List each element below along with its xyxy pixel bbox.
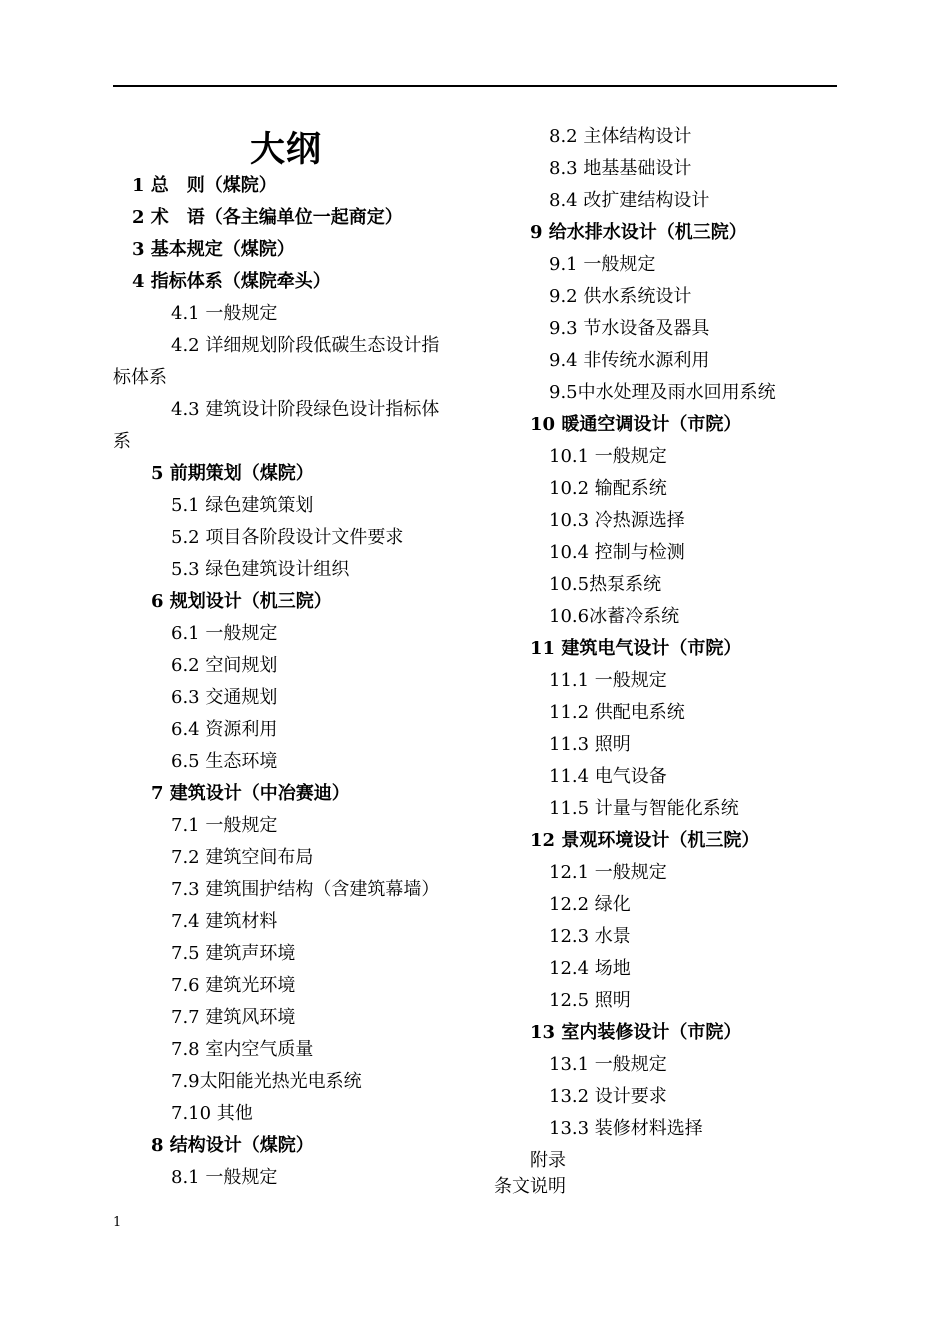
toc-entry: 7.1 一般规定 xyxy=(171,815,278,836)
toc-entry: 7.4 建筑材料 xyxy=(171,911,278,932)
toc-entry: 10.5热泵系统 xyxy=(549,574,662,595)
toc-entry: 7.3 建筑围护结构（含建筑幕墙） xyxy=(171,879,440,900)
header-rule xyxy=(113,85,837,87)
toc-entry: 4.1 一般规定 xyxy=(171,303,278,324)
toc-entry: 系 xyxy=(113,431,131,452)
toc-chapter-heading: 6 规划设计（机三院） xyxy=(151,591,332,612)
toc-chapter-heading: 9 给水排水设计（机三院） xyxy=(530,222,747,243)
toc-entry: 11.1 一般规定 xyxy=(549,670,667,691)
toc-entry: 8.1 一般规定 xyxy=(171,1167,278,1188)
toc-entry: 7.7 建筑风环境 xyxy=(171,1007,296,1028)
toc-entry: 4.2 详细规划阶段低碳生态设计指 xyxy=(171,335,440,356)
toc-entry: 7.10 其他 xyxy=(171,1103,253,1124)
toc-entry: 8.3 地基基础设计 xyxy=(549,158,692,179)
toc-chapter-heading: 11 建筑电气设计（市院） xyxy=(530,638,742,659)
page-number: 1 xyxy=(113,1215,122,1230)
toc-entry: 9.2 供水系统设计 xyxy=(549,286,692,307)
toc-entry: 9.4 非传统水源利用 xyxy=(549,350,710,371)
toc-chapter-heading: 8 结构设计（煤院） xyxy=(151,1135,314,1156)
toc-entry: 11.5 计量与智能化系统 xyxy=(549,798,739,819)
toc-chapter-heading: 3 基本规定（煤院） xyxy=(132,239,295,260)
toc-entry: 6.3 交通规划 xyxy=(171,687,278,708)
toc-chapter-heading: 4 指标体系（煤院牵头） xyxy=(132,271,331,292)
toc-entry: 4.3 建筑设计阶段绿色设计指标体 xyxy=(171,399,440,420)
toc-entry: 13.3 装修材料选择 xyxy=(549,1118,703,1139)
toc-entry: 12.4 场地 xyxy=(549,958,631,979)
toc-entry: 12.2 绿化 xyxy=(549,894,631,915)
toc-entry: 标体系 xyxy=(113,367,167,388)
toc-entry: 11.2 供配电系统 xyxy=(549,702,685,723)
toc-entry: 7.2 建筑空间布局 xyxy=(171,847,314,868)
toc-entry: 12.3 水景 xyxy=(549,926,631,947)
toc-entry: 5.1 绿色建筑策划 xyxy=(171,495,314,516)
toc-entry: 7.8 室内空气质量 xyxy=(171,1039,314,1060)
toc-entry: 附录 xyxy=(530,1150,566,1171)
toc-entry: 12.1 一般规定 xyxy=(549,862,667,883)
toc-entry: 10.4 控制与检测 xyxy=(549,542,685,563)
toc-entry: 13.1 一般规定 xyxy=(549,1054,667,1075)
toc-entry: 11.3 照明 xyxy=(549,734,631,755)
toc-entry: 10.2 输配系统 xyxy=(549,478,667,499)
toc-entry: 6.5 生态环境 xyxy=(171,751,278,772)
toc-entry: 5.3 绿色建筑设计组织 xyxy=(171,559,350,580)
toc-entry: 13.2 设计要求 xyxy=(549,1086,667,1107)
toc-entry: 10.6冰蓄冷系统 xyxy=(549,606,680,627)
toc-chapter-heading: 1 总 则（煤院） xyxy=(132,175,277,196)
toc-entry: 8.2 主体结构设计 xyxy=(549,126,692,147)
toc-entry: 7.9太阳能光热光电系统 xyxy=(171,1071,362,1092)
toc-entry: 6.1 一般规定 xyxy=(171,623,278,644)
toc-entry: 9.3 节水设备及器具 xyxy=(549,318,710,339)
toc-entry: 7.5 建筑声环境 xyxy=(171,943,296,964)
toc-chapter-heading: 2 术 语（各主编单位一起商定） xyxy=(132,207,403,228)
toc-entry: 条文说明 xyxy=(494,1176,566,1197)
toc-entry: 6.4 资源利用 xyxy=(171,719,278,740)
page-title: 大纲 xyxy=(250,130,323,170)
toc-chapter-heading: 12 景观环境设计（机三院） xyxy=(530,830,760,851)
toc-chapter-heading: 13 室内装修设计（市院） xyxy=(530,1022,742,1043)
toc-chapter-heading: 10 暖通空调设计（市院） xyxy=(530,414,742,435)
toc-entry: 7.6 建筑光环境 xyxy=(171,975,296,996)
toc-entry: 11.4 电气设备 xyxy=(549,766,667,787)
toc-entry: 9.1 一般规定 xyxy=(549,254,656,275)
toc-chapter-heading: 5 前期策划（煤院） xyxy=(151,463,314,484)
toc-entry: 10.3 冷热源选择 xyxy=(549,510,685,531)
toc-entry: 6.2 空间规划 xyxy=(171,655,278,676)
toc-entry: 10.1 一般规定 xyxy=(549,446,667,467)
toc-entry: 8.4 改扩建结构设计 xyxy=(549,190,710,211)
toc-entry: 9.5中水处理及雨水回用系统 xyxy=(549,382,776,403)
toc-chapter-heading: 7 建筑设计（中冶赛迪） xyxy=(151,783,350,804)
toc-entry: 12.5 照明 xyxy=(549,990,631,1011)
toc-entry: 5.2 项目各阶段设计文件要求 xyxy=(171,527,404,548)
